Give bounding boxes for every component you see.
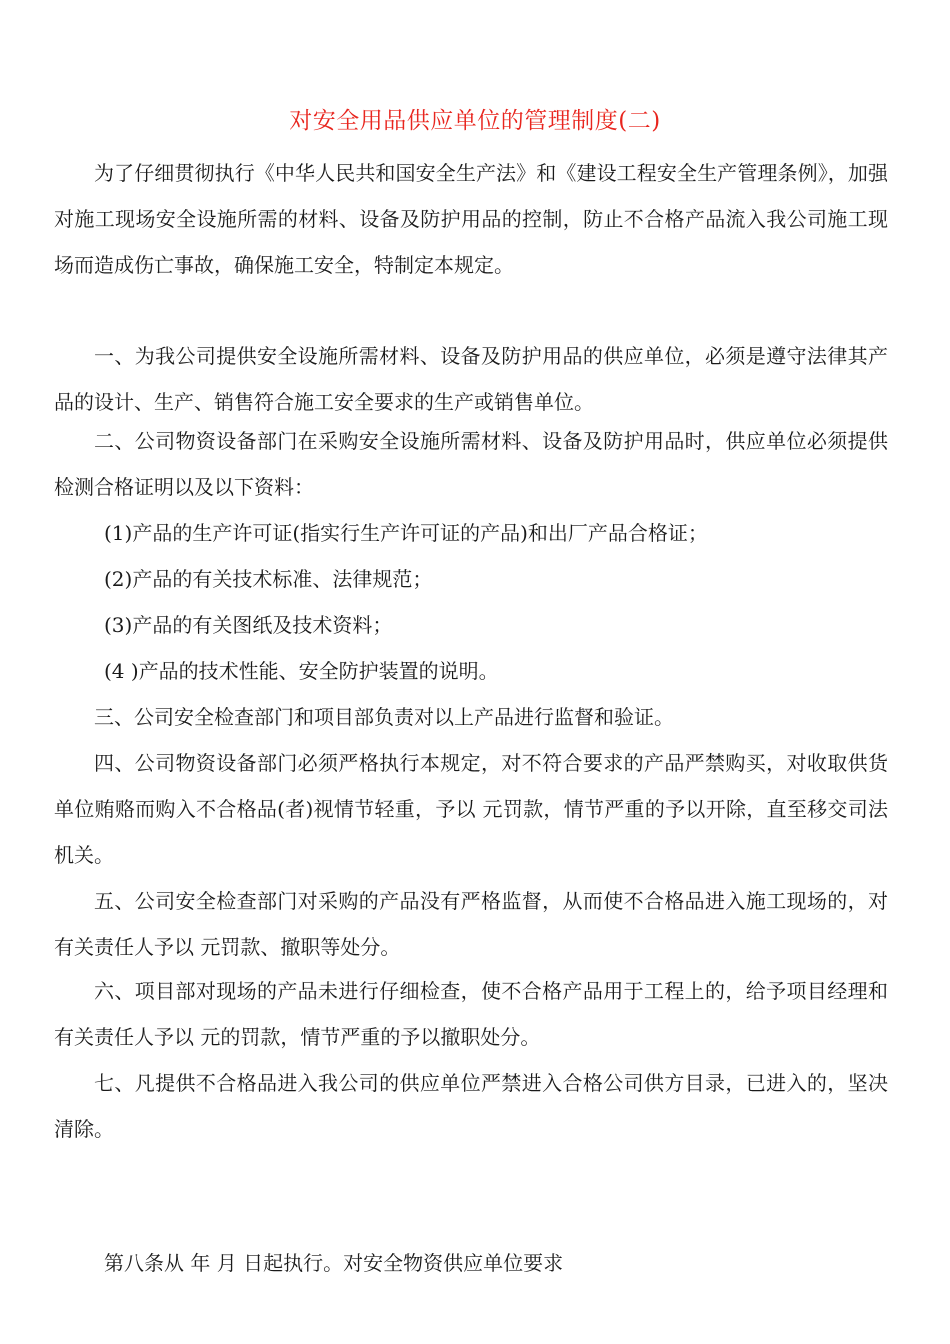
list-item-3: (3)产品的有关图纸及技术资料； (104, 613, 393, 637)
clause-3-paragraph: 三、公司安全检查部门和项目部负责对以上产品进行监督和验证。 (94, 705, 674, 729)
clause-5-paragraph: 五、公司安全检查部门对采购的产品没有严格监督，从而使不合格品进入施工现场的，对有关责任人予以 元罚款、撤职等处分。 (54, 889, 888, 959)
footer-line: 第八条从 年 月 日起执行。对安全物资供应单位要求 (104, 1251, 564, 1275)
document-title: 对安全用品供应单位的管理制度(二) (289, 108, 661, 134)
intro-paragraph: 为了仔细贯彻执行《中华人民共和国安全生产法》和《建设工程安全生产管理条例》，加强对施工现场安全设施所需的材料、设备及防护用品的控制，防止不合格产品流入我公司施工现场而造成伤亡事故，确保施工安全，特制定本规定。 (54, 161, 888, 277)
clause-6-paragraph: 六、项目部对现场的产品未进行仔细检查，使不合格产品用于工程上的，给予项目经理和有关责任人予以 元的罚款，情节严重的予以撤职处分。 (54, 979, 888, 1049)
list-item-2: (2)产品的有关技术标准、法律规范； (104, 567, 433, 591)
list-item-4: (4 )产品的技术性能、安全防护装置的说明。 (104, 659, 499, 683)
clause-4-paragraph: 四、公司物资设备部门必须严格执行本规定，对不符合要求的产品严禁购买，对收取供货单位贿赂而购入不合格品(者)视情节轻重，予以 元罚款，情节严重的予以开除，直至移交司法机关。 (54, 751, 888, 867)
list-item-1: (1)产品的生产许可证(指实行生产许可证的产品)和出厂产品合格证； (104, 521, 708, 545)
clause-1-paragraph: 一、为我公司提供安全设施所需材料、设备及防护用品的供应单位，必须是遵守法律其产品的设计、生产、销售符合施工安全要求的生产或销售单位。 (54, 344, 888, 414)
clause-2-paragraph: 二、公司物资设备部门在采购安全设施所需材料、设备及防护用品时，供应单位必须提供检测合格证明以及以下资料： (54, 429, 888, 499)
clause-7-paragraph: 七、凡提供不合格品进入我公司的供应单位严禁进入合格公司供方目录，已进入的，坚决清除。 (54, 1071, 888, 1141)
